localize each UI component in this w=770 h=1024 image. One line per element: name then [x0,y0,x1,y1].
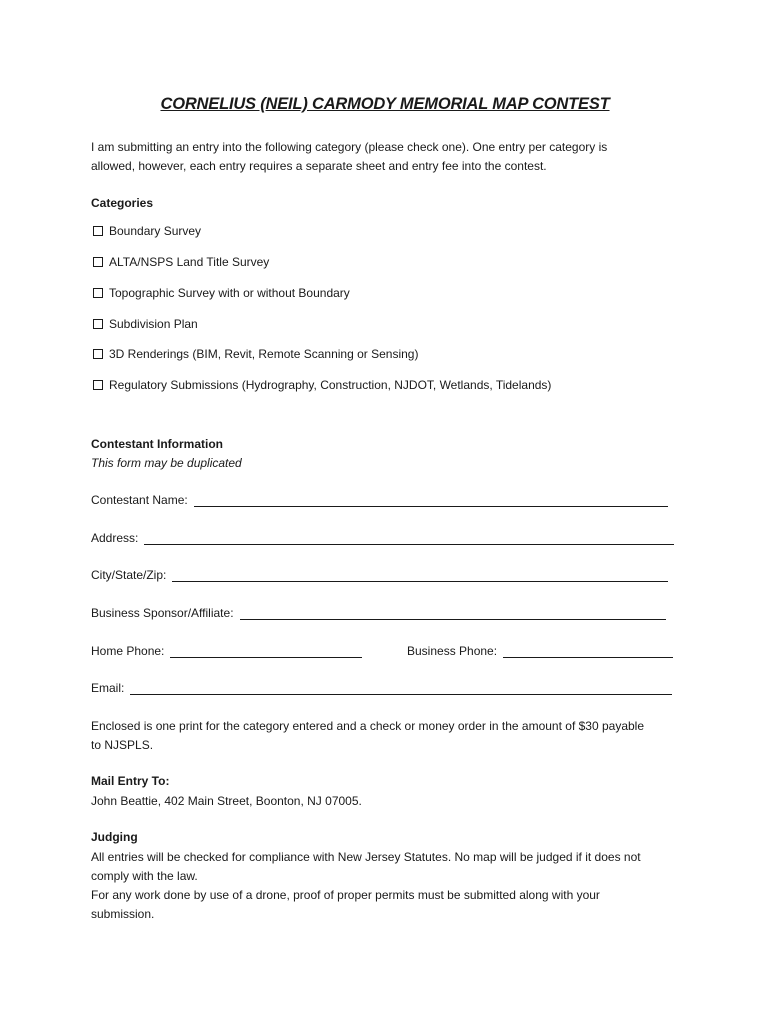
field-label: City/State/Zip: [91,568,167,582]
judging-paragraph [91,848,691,924]
field-label: Email: [91,681,125,695]
categories-heading: Categories [91,196,154,210]
category-label: Regulatory Submissions (Hydrography, Construction, NJDOT, Wetlands, Tidelands) [109,378,552,392]
contestant-name-input[interactable] [194,494,668,507]
judging-line-2: comply with the law. [91,869,198,883]
enclosed-paragraph [91,717,691,755]
category-label: ALTA/NSPS Land Title Survey [109,255,270,269]
contestant-name-field[interactable] [91,493,668,507]
contestant-heading: Contestant Information [91,437,223,451]
checkbox-icon[interactable] [93,380,103,390]
address-field[interactable] [91,531,674,545]
home-phone-input[interactable] [170,645,362,658]
judging-line-1: All entries will be checked for compliance with New Jersey Statutes. No map will be judged if it does not [91,850,641,864]
mail-entry-heading: Mail Entry To: [91,774,170,788]
business-sponsor-input[interactable] [240,607,666,620]
category-label: 3D Renderings (BIM, Revit, Remote Scanning or Sensing) [109,347,419,361]
judging-line-3: For any work done by use of a drone, proof of proper permits must be submitted along with your [91,888,600,902]
category-option-subdivision[interactable] [91,317,198,331]
mail-address: John Beattie, 402 Main Street, Boonton, NJ 07005. [91,794,362,808]
judging-line-4: submission. [91,907,155,921]
checkbox-icon[interactable] [93,257,103,267]
city-state-zip-field[interactable] [91,568,668,582]
enclosed-line-1: Enclosed is one print for the category entered and a check or money order in the amount of $30 payable [91,719,645,733]
field-label: Business Sponsor/Affiliate: [91,606,234,620]
field-label: Business Phone: [407,644,498,658]
category-option-topographic[interactable] [91,286,350,300]
checkbox-icon[interactable] [93,226,103,236]
judging-heading: Judging [91,830,138,844]
field-label: Address: [91,531,139,545]
business-phone-input[interactable] [503,645,673,658]
category-option-boundary[interactable] [91,224,201,238]
checkbox-icon[interactable] [93,288,103,298]
email-input[interactable] [130,682,672,695]
field-label: Contestant Name: [91,493,188,507]
email-field[interactable] [91,681,672,695]
intro-line-1: I am submitting an entry into the following category (please check one). One entry per category is [91,140,608,154]
home-phone-field[interactable] [91,644,362,658]
page-title: CORNELIUS (NEIL) CARMODY MEMORIAL MAP CONTEST [160,95,610,113]
intro-paragraph [91,138,691,176]
category-option-alta[interactable] [91,255,269,269]
checkbox-icon[interactable] [93,349,103,359]
intro-line-2: allowed, however, each entry requires a separate sheet and entry fee into the contest. [91,159,547,173]
category-label: Subdivision Plan [109,317,198,331]
business-sponsor-field[interactable] [91,606,666,620]
category-label: Boundary Survey [109,224,202,238]
category-option-regulatory[interactable] [91,378,551,392]
field-label: Home Phone: [91,644,165,658]
city-state-zip-input[interactable] [172,569,668,582]
enclosed-line-2: to NJSPLS. [91,738,154,752]
category-label: Topographic Survey with or without Boundary [109,286,350,300]
contestant-subheading: This form may be duplicated [91,456,242,470]
checkbox-icon[interactable] [93,319,103,329]
business-phone-field[interactable] [407,644,673,658]
category-option-3d-renderings[interactable] [91,347,418,361]
address-input[interactable] [144,532,674,545]
